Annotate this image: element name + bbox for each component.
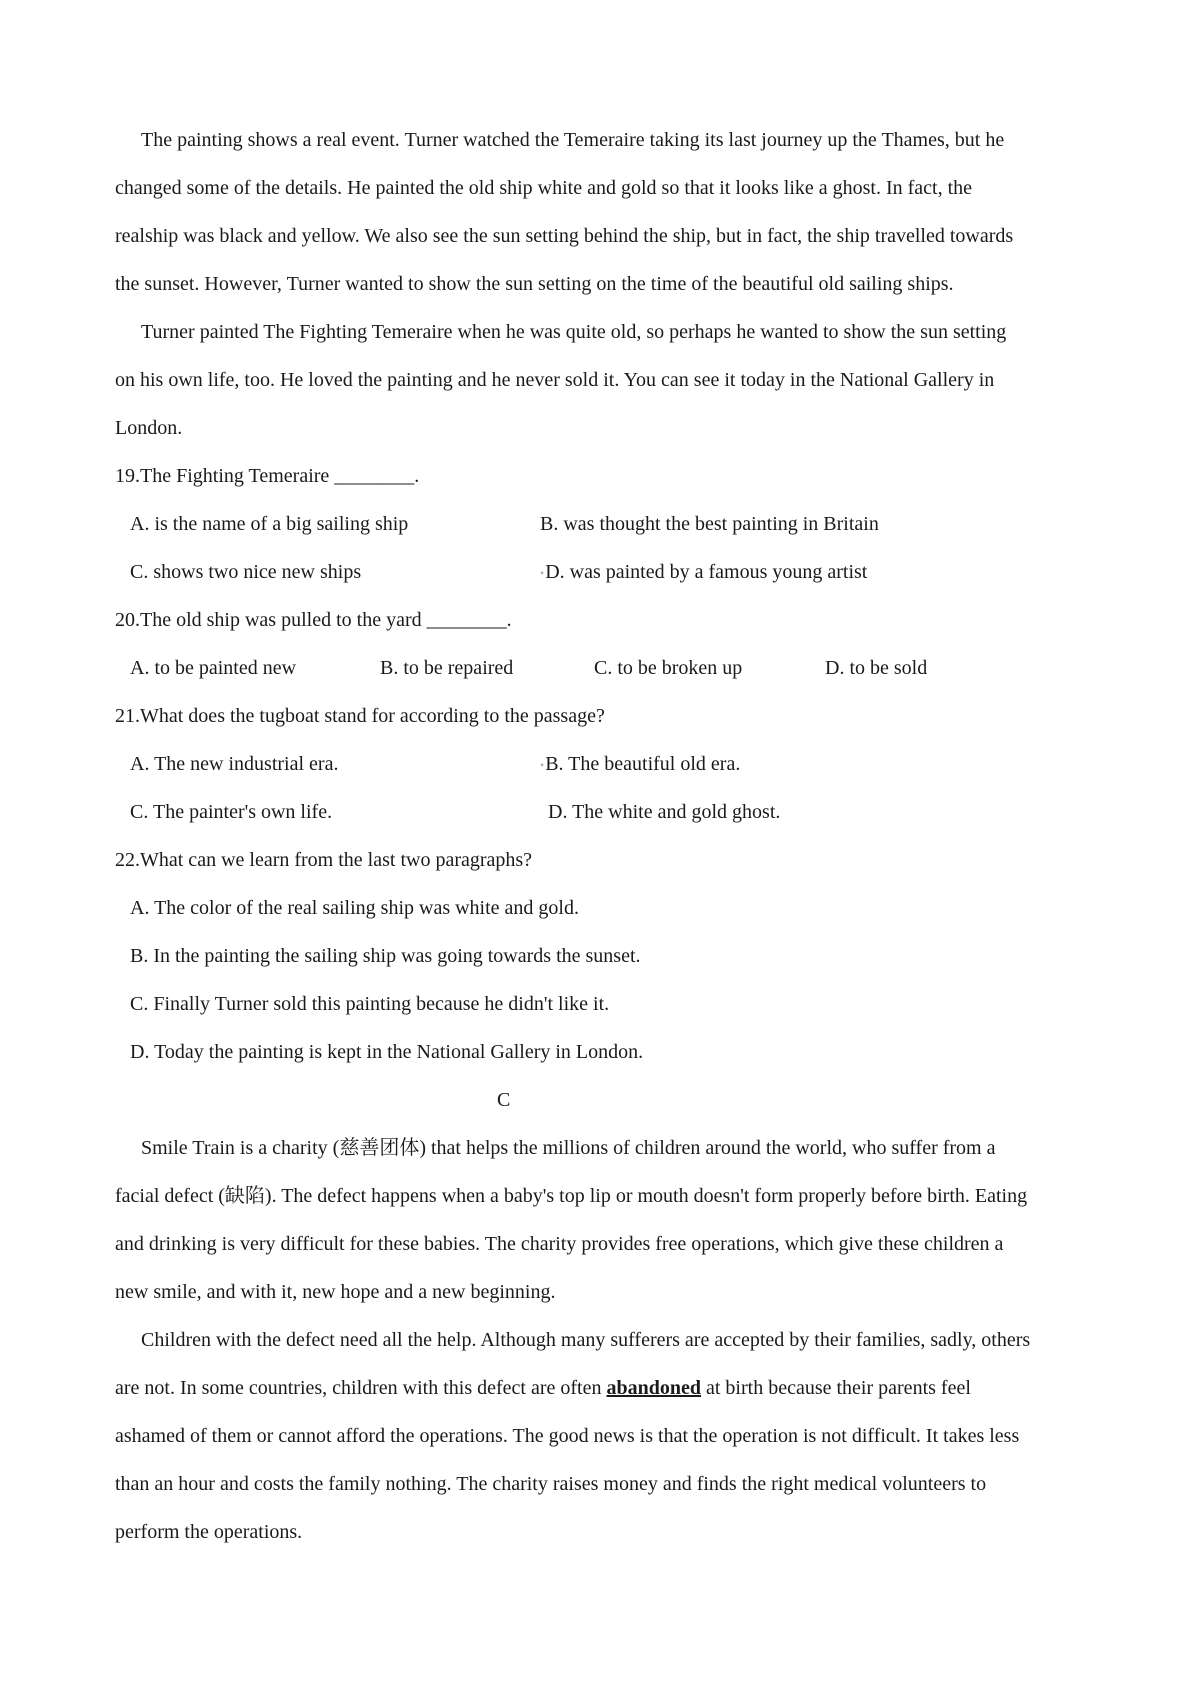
question-21-option-b: B. The beautiful old era.	[545, 753, 741, 775]
passage-line: on his own life, too. He loved the painting and he never sold it. You can see it today in the National Gallery in	[115, 369, 995, 391]
section-c-heading: C	[497, 1089, 511, 1111]
passage-line-with-keyword	[115, 1376, 971, 1400]
keyword-abandoned: abandoned	[606, 1377, 701, 1399]
question-20-option-c: C. to be broken up	[594, 657, 743, 679]
question-19-option-a: A. is the name of a big sailing ship	[130, 513, 409, 535]
question-21-option-d: D. The white and gold ghost.	[548, 801, 781, 823]
question-19-option-d: D. was painted by a famous young artist	[545, 561, 868, 583]
question-19-option-b: B. was thought the best painting in Britain	[540, 513, 879, 535]
dot-mark: •	[540, 758, 545, 773]
question-19-option-d-wrap	[540, 560, 867, 585]
passage-line: and drinking is very difficult for these babies. The charity provides free operations, which give these children a	[115, 1233, 1004, 1255]
question-20-stem: 20.The old ship was pulled to the yard ________.	[115, 609, 512, 631]
question-22-option-c: C. Finally Turner sold this painting because he didn't like it.	[130, 993, 610, 1015]
passage-line: new smile, and with it, new hope and a new beginning.	[115, 1281, 556, 1303]
question-20-option-d: D. to be sold	[825, 657, 928, 679]
question-20-option-a: A. to be painted new	[130, 657, 297, 679]
passage-line: ashamed of them or cannot afford the operations. The good news is that the operation is not difficult. It takes less	[115, 1425, 1020, 1447]
passage-line: Children with the defect need all the help. Although many sufferers are accepted by their families, sadly, others	[141, 1329, 1031, 1351]
question-22-option-b: B. In the painting the sailing ship was going towards the sunset.	[130, 945, 641, 967]
passage-line: Turner painted The Fighting Temeraire when he was quite old, so perhaps he wanted to show the sun setting	[141, 321, 1007, 343]
question-21-option-b-wrap	[540, 752, 740, 777]
question-19-option-c: C. shows two nice new ships	[130, 561, 362, 583]
question-22-option-d: D. Today the painting is kept in the National Gallery in London.	[130, 1041, 644, 1063]
question-22-option-a: A. The color of the real sailing ship was white and gold.	[130, 897, 579, 919]
passage-line: realship was black and yellow. We also see the sun setting behind the ship, but in fact, the ship travelled towards	[115, 225, 1014, 247]
passage-line: perform the operations.	[115, 1521, 303, 1543]
dot-mark: •	[540, 566, 545, 581]
question-21-option-a: A. The new industrial era.	[130, 753, 339, 775]
passage-line: The painting shows a real event. Turner watched the Temeraire taking its last journey up the Thames, but he	[141, 129, 1005, 151]
question-20-option-b: B. to be repaired	[380, 657, 514, 679]
question-22-stem: 22.What can we learn from the last two paragraphs?	[115, 849, 533, 871]
passage-line: the sunset. However, Turner wanted to show the sun setting on the time of the beautiful old sailing ships.	[115, 273, 954, 295]
text-segment: at birth because their parents feel	[701, 1377, 971, 1399]
passage-line: facial defect (缺陷). The defect happens when a baby's top lip or mouth doesn't form properly before birth. Eating	[115, 1185, 1028, 1207]
passage-line: London.	[115, 417, 183, 439]
passage-line: Smile Train is a charity (慈善团体) that helps the millions of children around the world, who suffer from a	[141, 1137, 996, 1159]
question-21-stem: 21.What does the tugboat stand for according to the passage?	[115, 705, 605, 727]
text-segment: are not. In some countries, children with this defect are often	[115, 1377, 607, 1399]
question-19-stem: 19.The Fighting Temeraire ________.	[115, 465, 420, 487]
question-21-option-c: C. The painter's own life.	[130, 801, 333, 823]
passage-line: than an hour and costs the family nothing. The charity raises money and finds the right medical volunteers to	[115, 1473, 987, 1495]
passage-line: changed some of the details. He painted the old ship white and gold so that it looks like a ghost. In fact, the	[115, 177, 973, 199]
